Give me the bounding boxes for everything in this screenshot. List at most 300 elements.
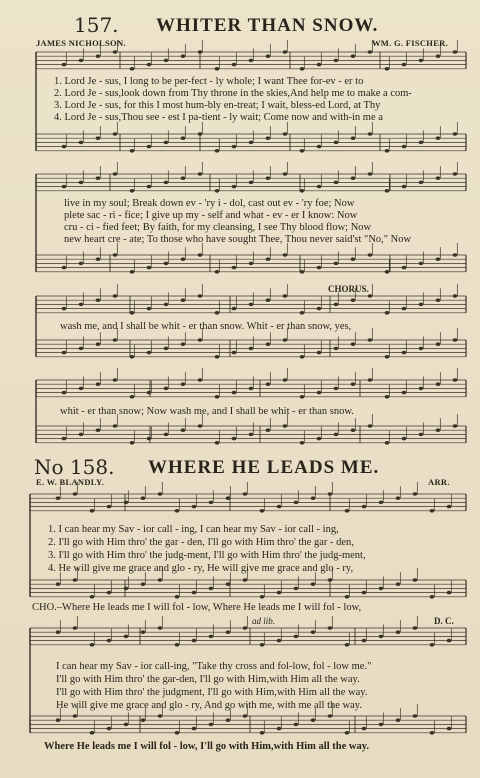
note-head: [368, 50, 373, 54]
note-head: [402, 63, 407, 67]
note-head: [379, 501, 384, 505]
note-head: [130, 270, 135, 274]
note-head: [345, 643, 350, 647]
note-head: [62, 63, 67, 67]
note-head: [351, 176, 356, 180]
note-head: [73, 578, 78, 582]
note-head: [147, 185, 152, 189]
note-head: [396, 582, 401, 586]
note-head: [300, 355, 305, 359]
note-head: [328, 626, 333, 630]
note-head: [243, 626, 248, 630]
note-head: [181, 298, 186, 302]
note-head: [419, 303, 424, 307]
note-head: [56, 496, 61, 500]
note-head: [56, 630, 61, 634]
note-head: [107, 591, 112, 595]
note-head: [79, 433, 84, 437]
note-head: [62, 266, 67, 270]
note-head: [249, 59, 254, 63]
note-head: [385, 395, 390, 399]
note-head: [266, 298, 271, 302]
note-head: [436, 176, 441, 180]
note-head: [107, 505, 112, 509]
note-head: [447, 505, 452, 509]
note-head: [215, 441, 220, 445]
note-head: [385, 149, 390, 153]
note-head: [430, 731, 435, 735]
note-head: [141, 630, 146, 634]
note-head: [283, 132, 288, 136]
note-head: [368, 132, 373, 136]
note-head: [345, 509, 350, 513]
note-head: [130, 67, 135, 71]
note-head: [73, 626, 78, 630]
note-head: [294, 635, 299, 639]
note-head: [215, 355, 220, 359]
note-head: [232, 266, 237, 270]
note-head: [402, 351, 407, 355]
note-head: [79, 303, 84, 307]
note-head: [175, 595, 180, 599]
note-head: [192, 505, 197, 509]
note-head: [453, 378, 458, 382]
note-head: [181, 176, 186, 180]
chorus-line: whit - er than snow; Now wash me, and I shall be whit - er than snow.: [60, 406, 354, 417]
note-head: [300, 441, 305, 445]
note-head: [436, 136, 441, 140]
note-head: [260, 731, 265, 735]
note-head: [385, 270, 390, 274]
note-head: [96, 176, 101, 180]
note-head: [192, 591, 197, 595]
note-head: [283, 253, 288, 257]
note-head: [413, 492, 418, 496]
note-head: [232, 437, 237, 441]
hymn-number-157: 157.: [74, 13, 119, 37]
note-head: [430, 643, 435, 647]
note-head: [124, 587, 129, 591]
note-head: [402, 391, 407, 395]
note-head: [334, 433, 339, 437]
note-head: [328, 714, 333, 718]
note-head: [300, 311, 305, 315]
note-head: [249, 141, 254, 145]
note-head: [453, 253, 458, 257]
note-head: [283, 338, 288, 342]
note-head: [96, 342, 101, 346]
note-head: [379, 587, 384, 591]
note-head: [232, 391, 237, 395]
note-head: [175, 643, 180, 647]
note-head: [181, 382, 186, 386]
note-head: [396, 630, 401, 634]
note-head: [249, 433, 254, 437]
note-head: [334, 141, 339, 145]
note-head: [215, 149, 220, 153]
verse-line: 2. Lord Je - sus,look down from Thy throne in the skies,And help me to make a com-: [54, 88, 412, 99]
note-head: [453, 132, 458, 136]
note-head: [113, 294, 118, 298]
note-head: [413, 714, 418, 718]
note-head: [266, 136, 271, 140]
dc-marking: D. C.: [434, 616, 454, 626]
note-head: [351, 428, 356, 432]
note-head: [158, 492, 163, 496]
note-head: [283, 50, 288, 54]
composer-credit: WM. G. FISCHER.: [372, 38, 449, 48]
note-head: [300, 189, 305, 193]
note-head: [351, 382, 356, 386]
ad-lib-marking: ad lib.: [252, 616, 276, 626]
note-head: [147, 391, 152, 395]
note-head: [198, 132, 203, 136]
note-head: [351, 342, 356, 346]
note-head: [317, 266, 322, 270]
note-head: [198, 172, 203, 176]
verse-line: 3. I'll go with Him thro' the judg-ment, I'll go with Him thro' the judg-ment,: [48, 550, 366, 561]
verse-line: 3. Lord Je - sus, for this I most hum-bly en-treat; I wait, bless-ed Lord, at Thy: [54, 100, 381, 111]
note-head: [368, 424, 373, 428]
note-head: [209, 587, 214, 591]
note-head: [283, 424, 288, 428]
note-head: [113, 172, 118, 176]
note-head: [215, 67, 220, 71]
note-head: [79, 181, 84, 185]
note-head: [62, 145, 67, 149]
verse-line: I'll go with Him thro' the judgment, I'll go with Him,with Him all the way.: [56, 687, 368, 698]
note-head: [164, 303, 169, 307]
note-head: [164, 387, 169, 391]
note-head: [334, 303, 339, 307]
note-head: [198, 253, 203, 257]
note-head: [436, 54, 441, 58]
note-head: [198, 378, 203, 382]
note-head: [436, 382, 441, 386]
note-head: [164, 181, 169, 185]
note-head: [113, 378, 118, 382]
note-head: [164, 262, 169, 266]
note-head: [249, 181, 254, 185]
note-head: [266, 382, 271, 386]
note-head: [283, 378, 288, 382]
note-head: [192, 639, 197, 643]
note-head: [147, 437, 152, 441]
note-head: [402, 145, 407, 149]
note-head: [277, 505, 282, 509]
note-head: [164, 59, 169, 63]
verse-line: 4. He will give me grace and glo - ry, He will give me grace and glo - ry,: [48, 563, 354, 574]
note-head: [141, 582, 146, 586]
note-head: [192, 727, 197, 731]
note-head: [419, 141, 424, 145]
note-head: [141, 496, 146, 500]
note-head: [113, 338, 118, 342]
note-head: [164, 433, 169, 437]
note-head: [181, 342, 186, 346]
note-head: [379, 635, 384, 639]
note-head: [215, 395, 220, 399]
note-head: [283, 172, 288, 176]
note-head: [362, 727, 367, 731]
note-head: [249, 262, 254, 266]
note-head: [62, 437, 67, 441]
note-head: [419, 59, 424, 63]
note-head: [232, 307, 237, 311]
note-head: [130, 441, 135, 445]
note-head: [351, 136, 356, 140]
note-head: [385, 67, 390, 71]
note-head: [79, 141, 84, 145]
note-head: [294, 501, 299, 505]
chorus-line-158: CHO.–Where He leads me I will fol - low, Where He leads me I will fol - low,: [32, 602, 362, 613]
note-head: [317, 307, 322, 311]
note-head: [311, 582, 316, 586]
verse-line: cru - ci - fied feet; By faith, for my cleansing, I see Thy blood flow; Now: [64, 222, 372, 233]
note-head: [419, 262, 424, 266]
note-head: [396, 496, 401, 500]
verse-line: 1. Lord Je - sus, I long to be per-fect - ly whole; I want Thee for-ev - er to: [54, 76, 364, 87]
note-head: [113, 424, 118, 428]
note-head: [419, 387, 424, 391]
note-head: [345, 731, 350, 735]
note-head: [96, 54, 101, 58]
note-head: [215, 311, 220, 315]
note-head: [90, 595, 95, 599]
note-head: [402, 307, 407, 311]
chorus-label: CHORUS.: [328, 284, 369, 294]
note-head: [385, 355, 390, 359]
note-head: [368, 378, 373, 382]
verse-line: new heart cre - ate; To those who have sought Thee, Thou never said'st "No," Now: [64, 234, 412, 245]
note-head: [402, 437, 407, 441]
note-head: [181, 54, 186, 58]
note-head: [447, 727, 452, 731]
note-head: [181, 428, 186, 432]
note-head: [362, 505, 367, 509]
note-head: [164, 347, 169, 351]
note-head: [96, 382, 101, 386]
note-head: [385, 189, 390, 193]
note-head: [147, 266, 152, 270]
note-head: [243, 714, 248, 718]
note-head: [73, 492, 78, 496]
note-head: [294, 587, 299, 591]
note-head: [124, 723, 129, 727]
verse-line: I'll go with Him thro' the gar-den, I'll go with Him,with Him all the way.: [56, 674, 360, 685]
note-head: [317, 351, 322, 355]
note-head: [345, 595, 350, 599]
note-head: [232, 145, 237, 149]
note-head: [130, 355, 135, 359]
note-head: [413, 578, 418, 582]
lyricist-credit: JAMES NICHOLSON.: [36, 38, 126, 48]
note-head: [175, 731, 180, 735]
hymn-title-157: WHITER THAN SNOW.: [156, 15, 379, 36]
note-head: [62, 185, 67, 189]
note-head: [141, 718, 146, 722]
note-head: [277, 727, 282, 731]
note-head: [198, 338, 203, 342]
verse-line: I can hear my Sav - ior call-ing, "Take thy cross and fol-low, fol - low me.": [56, 661, 372, 672]
note-head: [226, 496, 231, 500]
note-head: [351, 257, 356, 261]
note-head: [334, 181, 339, 185]
note-head: [232, 351, 237, 355]
note-head: [260, 643, 265, 647]
note-head: [243, 578, 248, 582]
verse-line: He will give me grace and glo - ry, And go with me, with me all the way.: [56, 700, 362, 711]
note-head: [300, 395, 305, 399]
note-head: [453, 50, 458, 54]
note-head: [436, 342, 441, 346]
note-head: [164, 141, 169, 145]
note-head: [62, 391, 67, 395]
chorus-line: wash me, and I shall be whit - er than snow. Whit - er than snow, yes,: [60, 321, 352, 332]
note-head: [317, 391, 322, 395]
note-head: [113, 132, 118, 136]
note-head: [215, 270, 220, 274]
note-head: [62, 351, 67, 355]
verse-line: 1. I can hear my Sav - ior call - ing, I can hear my Sav - ior call - ing,: [48, 524, 339, 535]
note-head: [158, 714, 163, 718]
note-head: [79, 387, 84, 391]
note-head: [447, 639, 452, 643]
composer-credit-158: E. W. BLANDLY.: [36, 477, 105, 487]
note-head: [79, 347, 84, 351]
note-head: [130, 149, 135, 153]
note-head: [62, 307, 67, 311]
note-head: [266, 176, 271, 180]
note-head: [317, 145, 322, 149]
hymn-title-158: WHERE HE LEADS ME.: [148, 457, 380, 478]
note-head: [147, 145, 152, 149]
note-head: [328, 492, 333, 496]
note-head: [277, 639, 282, 643]
note-head: [107, 727, 112, 731]
note-head: [56, 718, 61, 722]
note-head: [334, 387, 339, 391]
note-head: [402, 266, 407, 270]
note-head: [198, 50, 203, 54]
note-head: [209, 501, 214, 505]
note-head: [277, 591, 282, 595]
note-head: [198, 294, 203, 298]
verse-line: live in my soul; Break down ev - 'ry i - dol, cast out ev - 'ry foe; Now: [64, 198, 355, 209]
note-head: [175, 509, 180, 513]
note-head: [113, 50, 118, 54]
note-head: [266, 428, 271, 432]
note-head: [311, 630, 316, 634]
note-head: [181, 257, 186, 261]
note-head: [79, 262, 84, 266]
note-head: [266, 54, 271, 58]
note-head: [147, 63, 152, 67]
note-head: [266, 257, 271, 261]
note-head: [368, 253, 373, 257]
note-head: [436, 257, 441, 261]
note-head: [300, 67, 305, 71]
note-head: [430, 595, 435, 599]
note-head: [328, 578, 333, 582]
note-head: [396, 718, 401, 722]
note-head: [226, 582, 231, 586]
note-head: [181, 136, 186, 140]
arranger-credit: ARR.: [428, 477, 450, 487]
note-head: [130, 395, 135, 399]
note-head: [232, 63, 237, 67]
note-head: [243, 492, 248, 496]
note-head: [317, 185, 322, 189]
note-head: [453, 424, 458, 428]
note-head: [260, 595, 265, 599]
note-head: [436, 298, 441, 302]
note-head: [124, 501, 129, 505]
note-head: [158, 626, 163, 630]
note-head: [362, 591, 367, 595]
verse-line: 2. I'll go with Him thro' the gar - den, I'll go with Him thro' the gar - den,: [48, 537, 354, 548]
note-head: [362, 639, 367, 643]
note-head: [334, 59, 339, 63]
note-head: [226, 718, 231, 722]
note-head: [402, 185, 407, 189]
note-head: [107, 639, 112, 643]
note-head: [130, 311, 135, 315]
note-head: [436, 428, 441, 432]
note-head: [419, 181, 424, 185]
note-head: [368, 294, 373, 298]
note-head: [198, 424, 203, 428]
note-head: [124, 635, 129, 639]
note-head: [209, 723, 214, 727]
note-head: [300, 270, 305, 274]
note-head: [368, 338, 373, 342]
note-head: [96, 136, 101, 140]
note-head: [158, 578, 163, 582]
note-head: [215, 189, 220, 193]
note-head: [147, 307, 152, 311]
hymn-number-158: No 158.: [34, 455, 115, 479]
note-head: [96, 428, 101, 432]
note-head: [368, 172, 373, 176]
note-head: [232, 185, 237, 189]
note-head: [249, 387, 254, 391]
note-head: [419, 433, 424, 437]
note-head: [90, 509, 95, 513]
note-head: [260, 509, 265, 513]
note-head: [147, 351, 152, 355]
note-head: [334, 347, 339, 351]
note-head: [311, 718, 316, 722]
note-head: [226, 630, 231, 634]
final-chorus-line: Where He leads me I will fol - low, I'll go with Him,with Him all the way.: [44, 741, 370, 752]
verse-line: 4. Lord Je - sus,Thou see - est I pa-tient - ly wait; Come now and with-in me a: [54, 112, 383, 123]
note-head: [311, 496, 316, 500]
note-head: [385, 441, 390, 445]
note-head: [351, 54, 356, 58]
verse-line: plete sac - ri - fice; I give up my - self and what - ev - er I know: Now: [64, 210, 358, 221]
note-head: [385, 311, 390, 315]
note-head: [413, 626, 418, 630]
note-head: [266, 342, 271, 346]
note-head: [249, 347, 254, 351]
note-head: [351, 298, 356, 302]
note-head: [453, 172, 458, 176]
note-head: [209, 635, 214, 639]
note-head: [453, 294, 458, 298]
note-head: [96, 298, 101, 302]
note-head: [90, 731, 95, 735]
